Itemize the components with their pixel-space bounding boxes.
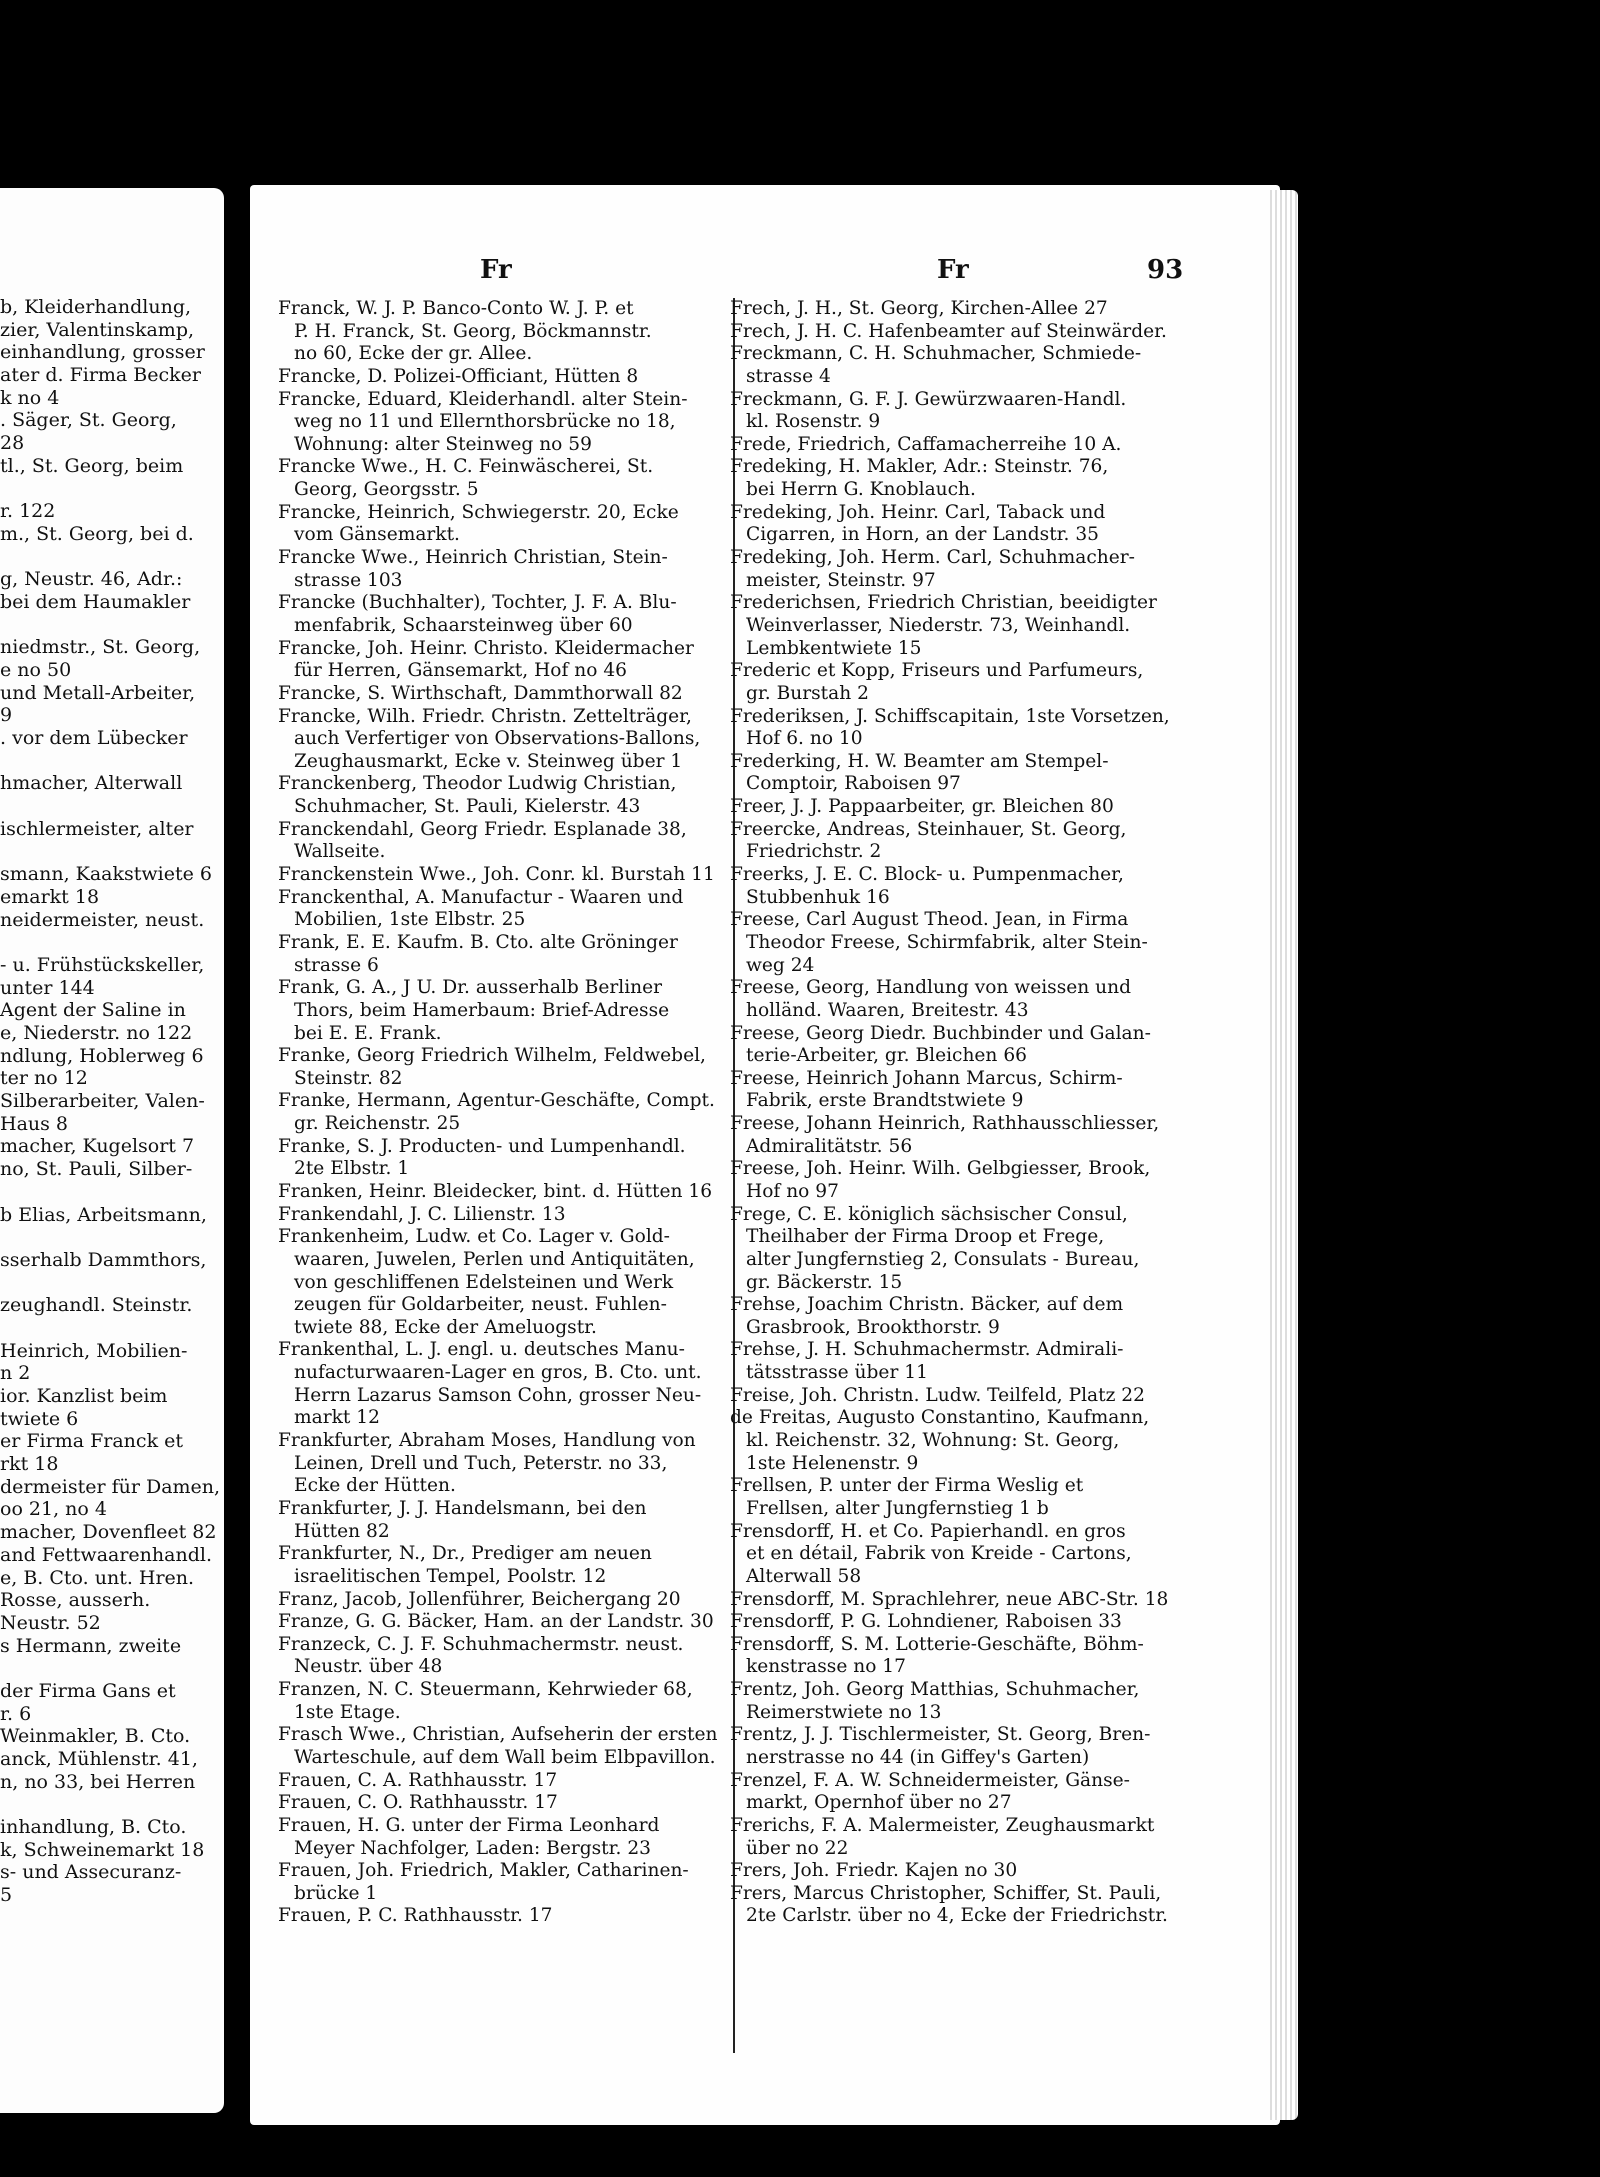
entry-line: Reimerstwiete no 13	[746, 1701, 942, 1723]
entry-line: Francke, Wilh. Friedr. Christn. Zettelträger,	[278, 705, 692, 727]
entry-line: markt 12	[294, 1407, 380, 1429]
entry-line: Hof no 97	[746, 1180, 839, 1202]
left-page-line: twiete 6	[0, 1407, 79, 1430]
left-page-line: and Fettwaarenhandl.	[0, 1543, 212, 1566]
entry-line: kl. Rosenstr. 9	[746, 411, 881, 433]
entry-line: Frellsen, P. unter der Firma Weslig et	[730, 1475, 1084, 1497]
entry-line: von geschliffenen Edelsteinen und Werk	[294, 1271, 674, 1293]
directory-entry	[278, 1498, 733, 1543]
directory-entry	[730, 1860, 1185, 1883]
left-page-line: Neustr. 52	[0, 1611, 101, 1634]
entry-line: bei E. E. Frank.	[294, 1022, 442, 1044]
left-page-line	[0, 1657, 224, 1680]
left-page-line	[0, 841, 224, 864]
entry-line: Franckenstein Wwe., Joh. Conr. kl. Burstah 11	[278, 864, 715, 886]
entry-line: menfabrik, Schaarsteinweg über 60	[294, 614, 633, 636]
entry-line: Frehse, J. H. Schuhmachermstr. Admirali-	[730, 1339, 1124, 1361]
entry-line: Frauen, C. O. Rathhausstr. 17	[278, 1792, 558, 1814]
directory-entry	[730, 547, 1185, 592]
directory-entry	[730, 298, 1185, 321]
entry-line: Frank, E. E. Kaufm. B. Cto. alte Gröninger	[278, 931, 678, 953]
entry-line: tätsstrasse über 11	[746, 1362, 928, 1384]
directory-entry	[278, 1679, 733, 1724]
directory-entry	[730, 819, 1185, 864]
left-page-line: oo 21, no 4	[0, 1498, 107, 1521]
entry-line: Mobilien, 1ste Elbstr. 25	[294, 909, 526, 931]
directory-entry	[278, 773, 733, 818]
entry-line: Franze, G. G. Bäcker, Ham. an der Landstr. 30	[278, 1611, 714, 1633]
entry-line: gr. Bäckerstr. 15	[746, 1271, 903, 1293]
directory-entry	[278, 1430, 733, 1498]
left-page-line	[0, 478, 224, 501]
left-page-line: n, no 33, bei Herren	[0, 1770, 196, 1793]
running-head-left: Fr	[480, 255, 512, 285]
left-page-line: sserhalb Dammthors,	[0, 1248, 207, 1271]
entry-line: Frederiksen, J. Schiffscapitain, 1ste Vorsetzen,	[730, 705, 1170, 727]
entry-line: über no 22	[746, 1837, 849, 1859]
entry-line: Francke, Heinrich, Schwiegerstr. 20, Ecke	[278, 501, 679, 523]
entry-line: strasse 4	[746, 365, 831, 387]
left-page-line: tl., St. Georg, beim	[0, 454, 184, 477]
left-page-line: bei dem Haumakler	[0, 590, 191, 613]
left-page-line	[0, 750, 224, 773]
left-page-line: e, B. Cto. unt. Hren.	[0, 1566, 195, 1589]
entry-line: Frederichsen, Friedrich Christian, beeidigter	[730, 592, 1157, 614]
entry-line: Francke, Eduard, Kleiderhandl. alter Stein-	[278, 388, 688, 410]
entry-line: Frankfurter, Abraham Moses, Handlung von	[278, 1430, 696, 1452]
entry-line: Frenzel, F. A. W. Schneidermeister, Gänse-	[730, 1769, 1130, 1791]
directory-entry	[278, 547, 733, 592]
directory-entry	[730, 909, 1185, 977]
directory-entry	[730, 1611, 1185, 1634]
directory-entry	[730, 1158, 1185, 1203]
directory-entry	[278, 1226, 733, 1339]
directory-entry	[278, 502, 733, 547]
directory-entry	[730, 434, 1185, 457]
directory-entry	[278, 1905, 733, 1928]
entry-line: Frasch Wwe., Christian, Aufseherin der ersten	[278, 1724, 718, 1746]
entry-line: Freese, Heinrich Johann Marcus, Schirm-	[730, 1067, 1123, 1089]
entry-line: Freese, Carl August Theod. Jean, in Firma	[730, 909, 1129, 931]
entry-line: Frers, Marcus Christopher, Schiffer, St. Pauli,	[730, 1882, 1162, 1904]
entry-line: Frech, J. H., St. Georg, Kirchen-Allee 27	[730, 298, 1108, 319]
entry-line: Stubbenhuk 16	[746, 886, 890, 908]
directory-entry	[730, 1023, 1185, 1068]
left-page-line: 28	[0, 432, 25, 455]
entry-line: Hof 6. no 10	[746, 728, 863, 750]
directory-entry	[278, 389, 733, 457]
entry-line: nufacturwaaren-Lager en gros, B. Cto. unt.	[294, 1362, 702, 1384]
left-page-line: Haus 8	[0, 1112, 69, 1135]
entry-line: Neustr. über 48	[294, 1656, 443, 1678]
entry-line: Frege, C. E. königlich sächsischer Consul,	[730, 1203, 1128, 1225]
entry-line: Franken, Heinr. Bleidecker, bint. d. Hütten 16	[278, 1180, 713, 1202]
entry-line: gr. Reichenstr. 25	[294, 1113, 461, 1135]
entry-line: israelitischen Tempel, Poolstr. 12	[294, 1565, 607, 1587]
directory-entry	[278, 887, 733, 932]
left-page-line: ischlermeister, alter	[0, 817, 194, 840]
entry-line: Meyer Nachfolger, Laden: Bergstr. 23	[294, 1837, 651, 1859]
left-page-line: g, Neustr. 46, Adr.:	[0, 568, 183, 591]
left-page-line: no, St. Pauli, Silber-	[0, 1158, 193, 1181]
entry-line: brücke 1	[294, 1882, 378, 1904]
entry-line: Frederic et Kopp, Friseurs und Parfumeurs,	[730, 660, 1144, 682]
entry-line: no 60, Ecke der gr. Allee.	[294, 343, 533, 365]
left-page-line	[0, 1181, 224, 1204]
left-page-line: k, Schweinemarkt 18	[0, 1838, 205, 1861]
directory-entry	[730, 1339, 1185, 1384]
directory-entry	[730, 389, 1185, 434]
left-page-line: er Firma Franck et	[0, 1430, 183, 1453]
entry-line: Zeughausmarkt, Ecke v. Steinweg über 1	[294, 750, 683, 772]
entry-line: Franzen, N. C. Steuermann, Kehrwieder 68,	[278, 1679, 693, 1701]
entry-line: Freer, J. J. Pappaarbeiter, gr. Bleichen 80	[730, 796, 1114, 818]
directory-entry	[278, 298, 733, 366]
entry-line: Francke, D. Polizei-Officiant, Hütten 8	[278, 365, 639, 387]
directory-entry	[730, 1815, 1185, 1860]
entry-line: strasse 6	[294, 954, 379, 976]
entry-line: Cigarren, in Horn, an der Landstr. 35	[746, 524, 1099, 546]
directory-entry	[278, 1634, 733, 1679]
entry-line: Grasbrook, Brookthorstr. 9	[746, 1316, 1000, 1338]
directory-entry	[278, 683, 733, 706]
entry-line: et en détail, Fabrik von Kreide - Cartons,	[746, 1543, 1132, 1565]
directory-entry	[730, 1407, 1185, 1475]
entry-line: Franckenberg, Theodor Ludwig Christian,	[278, 773, 677, 795]
entry-line: 1ste Helenenstr. 9	[746, 1452, 919, 1474]
entry-line: terie-Arbeiter, gr. Bleichen 66	[746, 1045, 1027, 1067]
entry-line: Freercke, Andreas, Steinhauer, St. Georg,	[730, 818, 1127, 840]
entry-line: Freese, Georg, Handlung von weissen und	[730, 977, 1131, 999]
entry-line: weg 24	[746, 954, 815, 976]
left-page-line	[0, 1793, 224, 1816]
left-page-line: e, Niederstr. no 122	[0, 1022, 193, 1044]
entry-line: Francke (Buchhalter), Tochter, J. F. A. Blu-	[278, 592, 677, 614]
entry-line: twiete 88, Ecke der Ameluogstr.	[294, 1316, 597, 1338]
entry-line: Fredeking, Joh. Herm. Carl, Schuhmacher-	[730, 547, 1135, 569]
left-page-line	[0, 614, 224, 637]
left-page-line: macher, Dovenfleet 82	[0, 1521, 217, 1544]
directory-entry	[278, 1181, 733, 1204]
left-page-line: m., St. Georg, bei d.	[0, 522, 194, 545]
left-page-line	[0, 1317, 224, 1340]
left-page-line: dermeister für Damen,	[0, 1475, 221, 1498]
left-page-line: ndlung, Hoblerweg 6	[0, 1044, 204, 1067]
entry-line: Francke, Joh. Heinr. Christo. Kleidermacher	[278, 637, 694, 659]
left-page-line: Agent der Saline in	[0, 999, 186, 1022]
left-page-line: smann, Kaakstwiete 6	[0, 863, 212, 886]
directory-entry	[730, 502, 1185, 547]
directory-entry	[278, 1045, 733, 1090]
entry-line: Franke, S. J. Producten- und Lumpenhandl.	[278, 1135, 686, 1157]
entry-line: meister, Steinstr. 97	[746, 569, 936, 591]
directory-entry	[730, 1204, 1185, 1295]
left-page-line: Rosse, ausserh.	[0, 1589, 151, 1612]
entry-line: Frellsen, alter Jungfernstieg 1 b	[746, 1497, 1049, 1519]
entry-line: Frankfurter, N., Dr., Prediger am neuen	[278, 1543, 652, 1565]
entry-line: Fredeking, Joh. Heinr. Carl, Taback und	[730, 501, 1106, 523]
entry-line: Franckenthal, A. Manufactur - Waaren und	[278, 886, 684, 908]
left-page-line: r. 6	[0, 1702, 32, 1725]
left-page-line: b Elias, Arbeitsmann,	[0, 1203, 207, 1226]
entry-line: Frauen, Joh. Friedrich, Makler, Catharinen-	[278, 1860, 689, 1882]
directory-entry	[278, 456, 733, 501]
entry-line: kenstrasse no 17	[746, 1656, 906, 1678]
entry-line: Frentz, J. J. Tischlermeister, St. Georg, Bren-	[730, 1724, 1151, 1746]
entry-line: Freese, Georg Diedr. Buchbinder und Galan-	[730, 1022, 1151, 1044]
entry-line: Franckendahl, Georg Friedr. Esplanade 38,	[278, 818, 687, 840]
directory-entry	[278, 932, 733, 977]
entry-line: alter Jungfernstieg 2, Consulats - Bureau,	[746, 1248, 1140, 1270]
directory-entry	[730, 751, 1185, 796]
entry-line: Frech, J. H. C. Hafenbeamter auf Steinwärder.	[730, 320, 1167, 342]
left-page-line: k no 4	[0, 386, 60, 409]
directory-entry	[730, 660, 1185, 705]
left-page-line: 9	[0, 704, 13, 727]
entry-line: bei Herrn G. Knoblauch.	[746, 479, 976, 501]
directory-entry	[278, 1724, 733, 1769]
directory-entry	[278, 1792, 733, 1815]
directory-entry	[730, 343, 1185, 388]
directory-entry	[730, 1589, 1185, 1612]
left-page-line: zier, Valentinskamp,	[0, 318, 195, 341]
entry-line: weg no 11 und Ellernthorsbrücke no 18,	[294, 411, 676, 433]
entry-line: Franck, W. J. P. Banco-Conto W. J. P. et	[278, 298, 634, 319]
directory-entry	[730, 1770, 1185, 1815]
entry-line: 1ste Etage.	[294, 1701, 401, 1723]
entry-line: für Herren, Gänsemarkt, Hof no 46	[294, 660, 628, 682]
entry-line: Freese, Johann Heinrich, Rathhausschliesser,	[730, 1113, 1160, 1135]
directory-entry	[730, 456, 1185, 501]
left-page-line: neidermeister, neust.	[0, 908, 205, 931]
left-page-line: zeughandl. Steinstr.	[0, 1294, 193, 1317]
left-page-line: r. 122	[0, 500, 56, 523]
directory-entry	[278, 1543, 733, 1588]
entry-line: P. H. Franck, St. Georg, Böckmannstr.	[294, 320, 652, 342]
entry-line: vom Gänsemarkt.	[294, 524, 460, 546]
left-page-line: emarkt 18	[0, 885, 100, 908]
entry-line: nerstrasse no 44 (in Giffey's Garten)	[746, 1747, 1090, 1768]
entry-line: Frensdorff, H. et Co. Papierhandl. en gros	[730, 1520, 1126, 1542]
left-page-line: n 2	[0, 1362, 31, 1385]
entry-line: Herrn Lazarus Samson Cohn, grosser Neu-	[294, 1384, 702, 1406]
entry-line: Ecke der Hütten.	[294, 1475, 456, 1497]
left-page-line	[0, 1272, 224, 1295]
entry-line: Steinstr. 82	[294, 1067, 403, 1089]
entry-line: Frank, G. A., J U. Dr. ausserhalb Berliner	[278, 977, 663, 999]
directory-entry	[278, 1860, 733, 1905]
entry-line: Frers, Joh. Friedr. Kajen no 30	[730, 1860, 1018, 1882]
directory-entry	[730, 1385, 1185, 1408]
entry-line: Frentz, Joh. Georg Matthias, Schuhmacher,	[730, 1679, 1140, 1701]
entry-line: Franke, Hermann, Agentur-Geschäfte, Compt.	[278, 1090, 715, 1112]
left-page-line	[0, 931, 224, 954]
entry-line: Francke Wwe., Heinrich Christian, Stein-	[278, 547, 668, 569]
directory-entry	[278, 1136, 733, 1181]
directory-entry	[730, 977, 1185, 1022]
directory-entry	[278, 1204, 733, 1227]
entry-line: Wohnung: alter Steinweg no 59	[294, 433, 592, 455]
entry-line: Frankfurter, J. J. Handelsmann, bei den	[278, 1497, 647, 1519]
entry-line: 2te Elbstr. 1	[294, 1158, 410, 1180]
directory-entry	[730, 1068, 1185, 1113]
left-page-line: hmacher, Alterwall	[0, 772, 183, 795]
entry-line: Hütten 82	[294, 1520, 390, 1542]
entry-line: 2te Carlstr. über no 4, Ecke der Friedrichstr.	[746, 1905, 1168, 1927]
entry-line: Freerks, J. E. C. Block- u. Pumpenmacher,	[730, 864, 1124, 886]
entry-line: Frankenthal, L. J. engl. u. deutsches Manu-	[278, 1339, 685, 1361]
entry-line: Fabrik, erste Brandtstwiete 9	[746, 1090, 1024, 1112]
entry-line: Frauen, H. G. unter der Firma Leonhard	[278, 1814, 660, 1836]
entry-line: Thors, beim Hamerbaum: Brief-Adresse	[294, 999, 670, 1021]
directory-entry	[278, 706, 733, 774]
left-page-line	[0, 795, 224, 818]
entry-line: Franz, Jacob, Jollenführer, Beichergang 20	[278, 1588, 681, 1610]
directory-entry	[278, 1815, 733, 1860]
entry-line: Franzeck, C. J. F. Schuhmachermstr. neust.	[278, 1633, 684, 1655]
entry-line: Wallseite.	[294, 841, 386, 863]
directory-entry	[278, 1770, 733, 1793]
entry-line: markt, Opernhof über no 27	[746, 1792, 1012, 1814]
directory-entry	[278, 592, 733, 637]
left-page-line: s Hermann, zweite	[0, 1634, 182, 1657]
entry-line: Admiralitätstr. 56	[746, 1135, 913, 1157]
left-page-line: ter no 12	[0, 1067, 88, 1090]
entry-line: Fredeking, H. Makler, Adr.: Steinstr. 76,	[730, 456, 1109, 478]
directory-entry	[730, 1883, 1185, 1928]
entry-line: Friedrichstr. 2	[746, 841, 882, 863]
entry-line: Freese, Joh. Heinr. Wilh. Gelbgiesser, Brook,	[730, 1158, 1151, 1180]
entry-line: holländ. Waaren, Breitestr. 43	[746, 999, 1029, 1021]
entry-line: auch Verfertiger von Observations-Ballons,	[294, 728, 701, 750]
directory-entry	[730, 1634, 1185, 1679]
directory-entry	[278, 1339, 733, 1430]
left-page-line: 5	[0, 1884, 13, 1907]
entry-line: Frehse, Joachim Christn. Bäcker, auf dem	[730, 1294, 1124, 1316]
running-head-right: Fr	[937, 255, 969, 285]
directory-entry	[730, 1724, 1185, 1769]
entry-line: Freckmann, C. H. Schuhmacher, Schmiede-	[730, 343, 1142, 365]
directory-entry	[278, 1589, 733, 1612]
left-page-line: s- und Assecuranz-	[0, 1861, 182, 1884]
directory-entry	[730, 864, 1185, 909]
directory-entry	[730, 321, 1185, 344]
entry-line: Francke Wwe., H. C. Feinwäscherei, St.	[278, 456, 654, 478]
entry-line: Francke, S. Wirthschaft, Dammthorwall 82	[278, 682, 683, 704]
directory-entry	[730, 796, 1185, 819]
directory-entry	[730, 1679, 1185, 1724]
directory-entry	[278, 1611, 733, 1634]
entry-line: gr. Burstah 2	[746, 682, 869, 704]
entry-line: zeugen für Goldarbeiter, neust. Fuhlen-	[294, 1294, 667, 1316]
directory-entry	[278, 1090, 733, 1135]
left-page-line: b, Kleiderhandlung,	[0, 296, 192, 318]
entry-line: Weinverlasser, Niederstr. 73, Weinhandl.	[746, 614, 1131, 636]
left-page-line: einhandlung, grosser	[0, 341, 205, 364]
entry-line: kl. Reichenstr. 32, Wohnung: St. Georg,	[746, 1430, 1120, 1452]
entry-line: Franke, Georg Friedrich Wilhelm, Feldwebel,	[278, 1045, 706, 1067]
entry-line: Frensdorff, M. Sprachlehrer, neue ABC-Str. 18	[730, 1588, 1169, 1610]
entry-line: Frerichs, F. A. Malermeister, Zeughausmarkt	[730, 1814, 1155, 1836]
entry-line: Lembkentwiete 15	[746, 637, 922, 659]
directory-entry	[278, 638, 733, 683]
left-page-line: . Säger, St. Georg,	[0, 409, 177, 432]
left-page-line: der Firma Gans et	[0, 1679, 176, 1702]
left-page-line: rkt 18	[0, 1453, 59, 1476]
entry-line: Theilhaber der Firma Droop et Frege,	[746, 1226, 1105, 1248]
left-page-line	[0, 1226, 224, 1249]
entry-line: waaren, Juwelen, Perlen und Antiquitäten,	[294, 1248, 695, 1270]
entry-line: Frede, Friedrich, Caffamacherreihe 10 A.	[730, 433, 1122, 455]
entry-line: Warteschule, auf dem Wall beim Elbpavillon.	[294, 1747, 716, 1768]
left-page-line: Silberarbeiter, Valen-	[0, 1090, 205, 1113]
left-page-line	[0, 546, 224, 569]
entry-line: Frauen, P. C. Rathhausstr. 17	[278, 1905, 553, 1927]
directory-entry	[730, 1113, 1185, 1158]
left-page-line: und Metall-Arbeiter,	[0, 681, 196, 704]
directory-column-right	[730, 298, 1185, 1928]
left-page-line: niedmstr., St. Georg,	[0, 636, 201, 659]
directory-entry	[730, 1294, 1185, 1339]
directory-entry	[278, 977, 733, 1045]
entry-line: Frensdorff, P. G. Lohndiener, Raboisen 33	[730, 1611, 1122, 1633]
entry-line: Frauen, C. A. Rathhausstr. 17	[278, 1769, 558, 1791]
directory-entry	[278, 819, 733, 864]
entry-line: Georg, Georgsstr. 5	[294, 479, 479, 501]
entry-line: de Freitas, Augusto Constantino, Kaufmann,	[730, 1407, 1150, 1429]
left-page-line: Weinmakler, B. Cto.	[0, 1725, 191, 1748]
entry-line: Theodor Freese, Schirmfabrik, alter Stein-	[746, 931, 1148, 953]
entry-line: Frankenheim, Ludw. et Co. Lager v. Gold-	[278, 1226, 670, 1248]
left-page-text	[0, 296, 224, 1907]
entry-line: Frensdorff, S. M. Lotterie-Geschäfte, Böhm-	[730, 1633, 1144, 1655]
entry-line: Freise, Joh. Christn. Ludw. Teilfeld, Platz 22	[730, 1384, 1145, 1406]
entry-line: strasse 103	[294, 569, 403, 591]
directory-entry	[278, 366, 733, 389]
left-page-line: macher, Kugelsort 7	[0, 1135, 195, 1158]
left-page-line: Heinrich, Mobilien-	[0, 1339, 188, 1362]
entry-line: Schuhmacher, St. Pauli, Kielerstr. 43	[294, 796, 641, 818]
directory-column-left	[278, 298, 733, 1928]
entry-line: Frankendahl, J. C. Lilienstr. 13	[278, 1203, 566, 1225]
left-page-line: ior. Kanzlist beim	[0, 1385, 168, 1407]
left-page-line: e no 50	[0, 659, 72, 681]
left-page-line: - u. Frühstückskeller,	[0, 953, 205, 976]
entry-line: Comptoir, Raboisen 97	[746, 773, 961, 795]
left-page-line: ater d. Firma Becker	[0, 364, 201, 387]
directory-entry	[730, 706, 1185, 751]
page-edge	[1270, 190, 1298, 2120]
left-page-line: . vor dem Lübecker	[0, 727, 188, 750]
entry-line: Leinen, Drell und Tuch, Peterstr. no 33,	[294, 1452, 668, 1474]
directory-entry	[730, 592, 1185, 660]
directory-entry	[730, 1521, 1185, 1589]
directory-entry	[730, 1475, 1185, 1520]
page-number: 93	[1147, 255, 1184, 285]
entry-line: Frederking, H. W. Beamter am Stempel-	[730, 750, 1109, 772]
left-page-fragment	[0, 188, 224, 2113]
left-page-line: anck, Mühlenstr. 41,	[0, 1748, 198, 1770]
entry-line: Alterwall 58	[746, 1565, 862, 1587]
left-page-line: unter 144	[0, 976, 95, 999]
entry-line: Freckmann, G. F. J. Gewürzwaaren-Handl.	[730, 388, 1127, 410]
left-page-line: inhandlung, B. Cto.	[0, 1816, 187, 1839]
directory-entry	[278, 864, 733, 887]
